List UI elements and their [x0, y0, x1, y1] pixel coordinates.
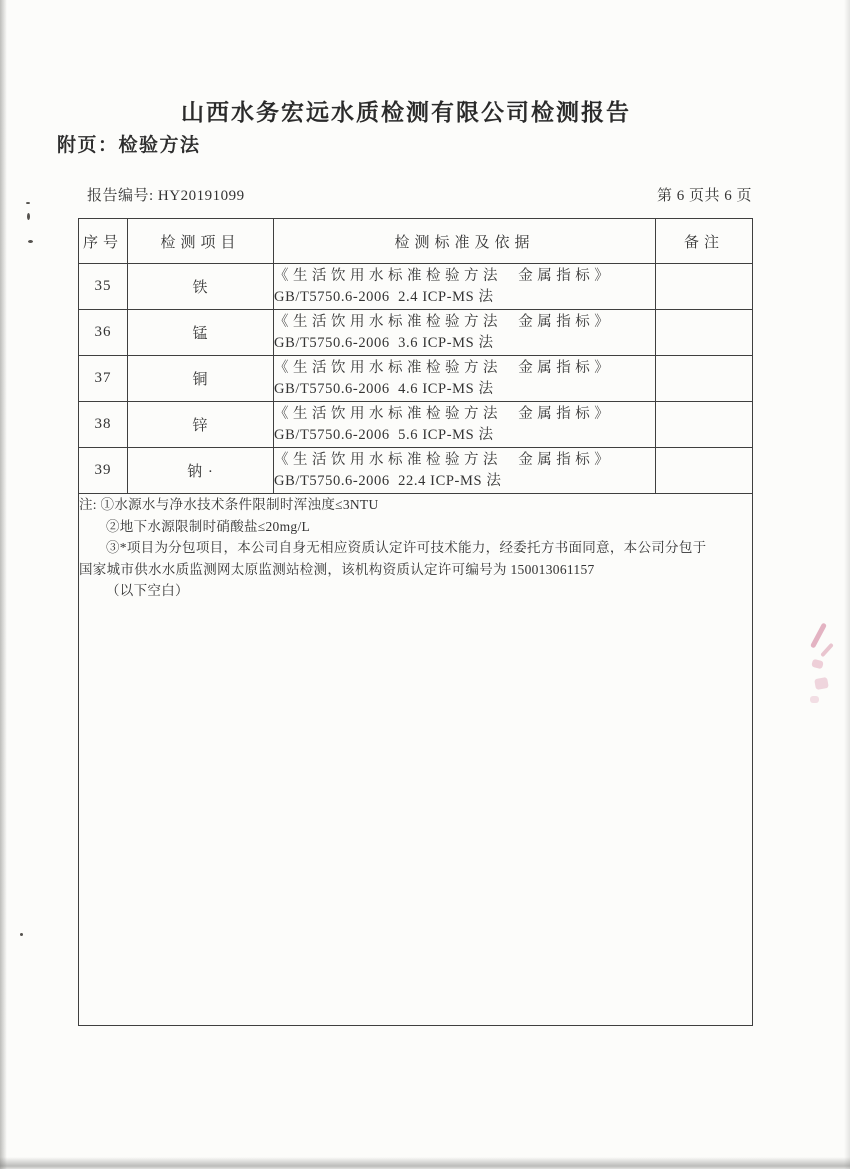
cell-seq: 36	[79, 310, 128, 356]
standard-title: 《生活饮用水标准检验方法 金属指标》	[274, 313, 614, 330]
scan-edge-left	[0, 0, 7, 1169]
stamp-bleed-stroke	[810, 696, 819, 703]
notes-row	[79, 494, 753, 1026]
table-row	[79, 448, 753, 494]
scan-speck	[20, 933, 23, 936]
table-row	[79, 310, 753, 356]
report-number-value: HY20191099	[157, 188, 245, 204]
cell-item: 锰	[128, 310, 274, 356]
cell-seq: 37	[79, 356, 128, 402]
stamp-bleed-stroke	[811, 659, 824, 670]
note-line: 注: ①水源水与净水技术条件限制时浑浊度≤3NTU	[79, 497, 379, 512]
standard-ref: GB/T5750.6-2006 2.4 ICP-MS 法	[274, 288, 494, 305]
cell-remark	[656, 448, 753, 494]
scan-speck	[28, 240, 33, 243]
cell-standard	[274, 402, 656, 448]
cell-item: 锌	[128, 402, 274, 448]
col-header-remark: 备注	[656, 219, 753, 264]
scan-edge-bottom	[0, 1157, 850, 1169]
cell-remark	[656, 356, 753, 402]
page-indicator: 第 6 页共 6 页	[656, 188, 752, 204]
table-row	[79, 264, 753, 310]
notes-cell	[79, 494, 753, 1026]
standard-title: 《生活饮用水标准检验方法 金属指标》	[274, 451, 614, 468]
standard-ref: GB/T5750.6-2006 5.6 ICP-MS 法	[274, 426, 494, 443]
note-line: ③*项目为分包项目，本公司自身无相应资质认定许可技术能力，经委托方书面同意，本公司分包于	[106, 540, 707, 555]
cell-seq: 35	[79, 264, 128, 310]
cell-seq: 39	[79, 448, 128, 494]
cell-standard	[274, 356, 656, 402]
cell-item: 钠 ·	[128, 448, 274, 494]
meta-row	[87, 184, 752, 205]
note-line: ②地下水源限制时硝酸盐≤20mg/L	[106, 518, 311, 534]
standard-ref: GB/T5750.6-2006 4.6 ICP-MS 法	[274, 380, 494, 397]
cell-standard	[274, 448, 656, 494]
standard-title: 《生活饮用水标准检验方法 金属指标》	[274, 359, 614, 376]
report-number-label: 报告编号:	[87, 188, 154, 204]
scan-speck	[26, 202, 30, 204]
cell-item: 铜	[128, 356, 274, 402]
table-row	[79, 402, 753, 448]
note-line: （以下空白）	[106, 583, 189, 598]
method-table	[78, 218, 753, 1026]
cell-remark	[656, 402, 753, 448]
table-header-row	[79, 219, 753, 264]
stamp-bleed-marks	[800, 610, 845, 720]
col-header-item: 检测项目	[128, 219, 274, 264]
report-title: 山西水务宏远水质检测有限公司检测报告	[181, 100, 631, 125]
section-label: 附页：检验方法	[57, 135, 201, 156]
cell-standard	[274, 310, 656, 356]
standard-ref: GB/T5750.6-2006 3.6 ICP-MS 法	[274, 334, 494, 351]
note-line: 国家城市供水水质监测网太原监测站检测，该机构资质认定许可编号为 150013061157	[79, 561, 595, 577]
cell-remark	[656, 264, 753, 310]
cell-remark	[656, 310, 753, 356]
scan-edge-right	[844, 0, 850, 1169]
scan-speck	[27, 213, 30, 220]
stamp-bleed-stroke	[810, 622, 827, 648]
cell-item: 铁	[128, 264, 274, 310]
cell-standard	[274, 264, 656, 310]
report-number	[87, 184, 245, 205]
stamp-bleed-stroke	[814, 677, 829, 690]
standard-ref: GB/T5750.6-2006 22.4 ICP-MS 法	[274, 472, 502, 489]
standard-title: 《生活饮用水标准检验方法 金属指标》	[274, 405, 614, 422]
col-header-standard: 检测标准及依据	[274, 219, 656, 264]
standard-title: 《生活饮用水标准检验方法 金属指标》	[274, 267, 614, 284]
col-header-seq: 序号	[79, 219, 128, 264]
table-row	[79, 356, 753, 402]
stamp-bleed-stroke	[820, 643, 834, 658]
cell-seq: 38	[79, 402, 128, 448]
